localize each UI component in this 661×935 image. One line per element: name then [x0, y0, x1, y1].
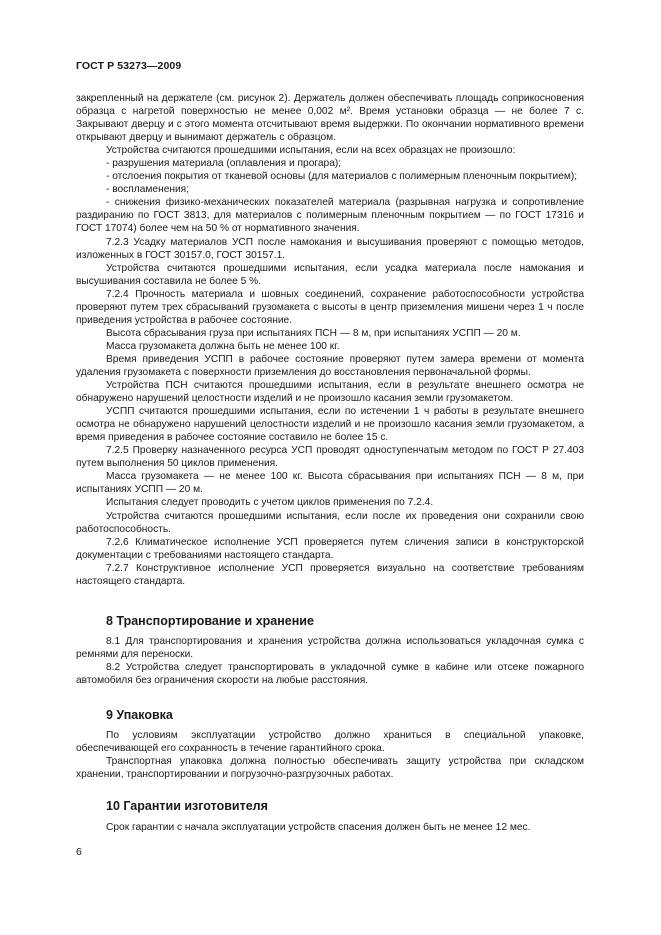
- paragraph: 7.2.4 Прочность материала и шовных соединений, сохранение работоспособности устройства проверяют путем трех сбрасываний грузомакета с высоты в центр приземления мишени через 1 ч после приведения устройства в рабочее состояние.: [76, 288, 584, 326]
- paragraph: 7.2.7 Конструктивное исполнение УСП проверяется визуально на соответствие требованиям настоящего стандарта.: [76, 562, 584, 587]
- paragraph: закрепленный на держателе (см. рисунок 2). Держатель должен обеспечивать площадь соприкосновения образца с нагретой поверхностью не менее 0,002 м². Время установки образца — не более 7 с. Закрывают дверцу и с этого момента отсчитывают время выдержки. По окончании нормативного времени открывают дверцу и вынимают держатель с образцом.: [76, 93, 584, 144]
- paragraph: 7.2.6 Климатическое исполнение УСП проверяется путем сличения записи в конструкторской документации с требованиями настоящего стандарта.: [76, 536, 584, 561]
- list-item: - снижения физико-механических показателей материала (разрывная нагрузка и сопротивление раздиранию по ГОСТ 3813, для материалов с полимерным пленочным покрытием — по ГОСТ 17316 и ГОСТ 17074) более чем на 50 % от нормативного значения.: [76, 197, 584, 235]
- paragraph: УСПП считаются прошедшими испытания, если по истечении 1 ч работы в результате внешнего осмотра не обнаружено нарушений целостности изделий и не произошло касания земли грузомакетом, а время приведения в рабочее состояние составило не более 15 с.: [76, 406, 584, 444]
- paragraph: 7.2.3 Усадку материалов УСП после намокания и высушивания проверяют с помощью методов, изложенных в ГОСТ 30157.0, ГОСТ 30157.1.: [76, 236, 584, 261]
- paragraph: 7.2.5 Проверку назначенного ресурса УСП проводят одноступенчатым методом по ГОСТ Р 27.403 путем выполнения 50 циклов применения.: [76, 445, 584, 470]
- main-text: [76, 92, 584, 588]
- paragraph: Транспортная упаковка должна полностью обеспечивать защиту устройства при складском хранении, транспортировании и погрузочно-разгрузочных работах.: [76, 756, 584, 781]
- list-item: - воспламенения;: [106, 184, 190, 196]
- paragraph: Испытания следует проводить с учетом циклов применения по 7.2.4.: [106, 497, 434, 509]
- paragraph: 8.2 Устройства следует транспортировать в укладочной сумке в кабине или отсеке пожарного автомобиля без ограничения скорости на любые расстояния.: [76, 662, 584, 687]
- section-heading: 10 Гарантии изготовителя: [106, 799, 268, 813]
- list-item: - разрушения материала (оплавления и прогара);: [106, 158, 342, 170]
- paragraph: Время приведения УСПП в рабочее состояние проверяют путем замера времени от момента удаления грузомакета с поверхности приземления до восстановления первоначальной формы.: [76, 353, 584, 378]
- section-heading: 8 Транспортирование и хранение: [106, 614, 314, 628]
- paragraph: Масса грузомакета должна быть не менее 100 кг.: [106, 340, 340, 352]
- paragraph: Масса грузомакета — не менее 100 кг. Высота сбрасывания при испытаниях ПСН — 8 м, при испытаниях УСПП — 20 м.: [76, 471, 584, 496]
- page-number: 6: [76, 846, 82, 858]
- paragraph: Устройства считаются прошедшими испытания, если на всех образцах не произошло:: [106, 145, 516, 157]
- section-text: [76, 635, 584, 687]
- paragraph: Устройства считаются прошедшими испытания, если после их проведения они сохранили свою работоспособность.: [76, 510, 584, 535]
- section-text: [76, 729, 584, 781]
- paragraph: Устройства считаются прошедшими испытания, если усадка материала после намокания и высушивания составила не более 5 %.: [76, 262, 584, 287]
- paragraph: Устройства ПСН считаются прошедшими испытания, если в результате внешнего осмотра не обнаружено нарушений целостности изделий и не произошло касания земли грузомакетом.: [76, 380, 584, 405]
- paragraph: Высота сбрасывания груза при испытаниях ПСН — 8 м, при испытаниях УСПП — 20 м.: [106, 327, 521, 339]
- document-header: ГОСТ Р 53273—2009: [76, 60, 182, 72]
- section-text: [76, 821, 584, 834]
- section-heading: 9 Упаковка: [106, 708, 173, 722]
- paragraph: По условиям эксплуатации устройство должно храниться в специальной упаковке, обеспечивающей его сохранность в течение гарантийного срока.: [76, 730, 584, 755]
- list-item: - отслоения покрытия от тканевой основы (для материалов с полимерным пленочным покрытием);: [106, 171, 578, 183]
- paragraph: 8.1 Для транспортирования и хранения устройства должна использоваться укладочная сумка с ремнями для переноски.: [76, 636, 584, 661]
- paragraph: Срок гарантии с начала эксплуатации устройств спасения должен быть не менее 12 мес.: [106, 822, 531, 833]
